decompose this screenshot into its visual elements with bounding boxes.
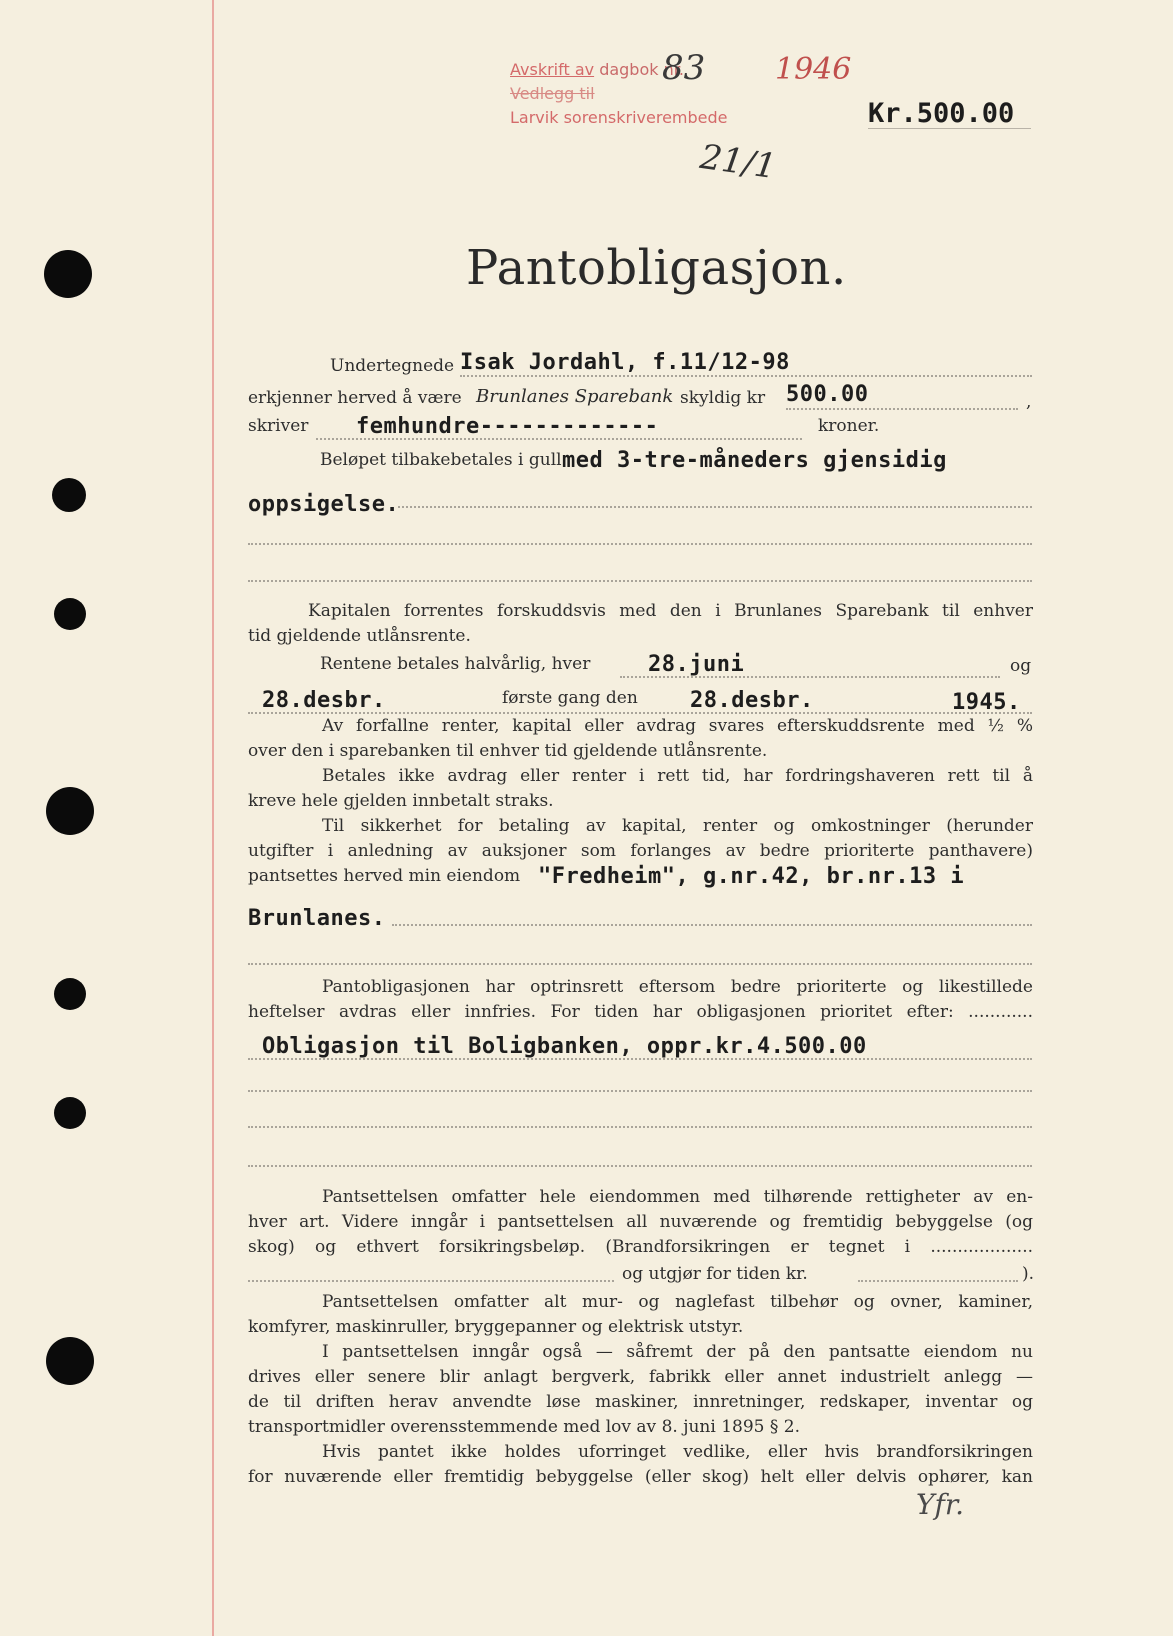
first-payment-date: 28.desbr. (690, 688, 814, 713)
utgjor-label: og utgjør for tiden kr. (622, 1264, 808, 1284)
undertegnede-label: Undertegnede (330, 356, 455, 376)
stamp-line1: Avskrift av dagbok nr. (510, 60, 684, 79)
punch-hole (46, 1337, 94, 1385)
stamp-line2: Vedlegg til (510, 84, 595, 103)
forste-label: første gang den (502, 688, 638, 708)
punch-hole (46, 787, 94, 835)
final-paragraph: Pantsettelsen omfatter alt mur- og naglefast tilbehør og ovner, kaminer, komfyrer, maskinruller, bryggepanner og elektrisk utstyr. I pantsettelsen inngår også — såfremt der på den pantsatte eiendom nu drives eller senere blir anlagt bergverk, fabrikk eller annet industrielt anlegg — de til driften herav anvendte løse maskiner, innretninger, redskaper, inventar og transportmidler overensstemmende med lov av 8. juni 1895 § 2. Hvis pantet ikke holdes uforringet vedlike, eller hvis brandforsikringen for nuværende eller fremtidig bebyggelse (eller skog) helt eller delvis ophører, kan (248, 1292, 1033, 1487)
stamp-line3: Larvik sorenskriverembede (510, 108, 728, 127)
dotted-line (786, 408, 1018, 410)
interest-date-2: 28.desbr. (262, 688, 386, 713)
priority-paragraph: Pantobligasjonen har optrinsrett eftersom bedre prioriterte og likestillede heftelser avdras eller innfries. For tiden har obligasjonen prioritet efter: ............ (248, 977, 1033, 1022)
dotted-line (868, 128, 1031, 129)
dotted-line (248, 1280, 614, 1282)
dotted-line (248, 1058, 1032, 1060)
dotted-line (398, 506, 1032, 508)
dotted-line (248, 1090, 1032, 1092)
closing-paragraph: Pantsettelsen omfatter hele eiendommen med tilhørende rettigheter av en- hver art. Videre inngår i pantsettelsen all nuværende og fremtidig bebyggelse (og skog) og ethvert forsikringsbeløp. (Brandforsikringen er tegnet i ................... (248, 1187, 1033, 1257)
dotted-line (248, 580, 1032, 582)
stamp-year: 1946 (775, 52, 852, 87)
skriver-label: skriver (248, 416, 309, 436)
margin-line (212, 0, 214, 1636)
dotted-line (858, 1280, 1018, 1282)
initials-signature: Yfr. (916, 1488, 965, 1521)
repay-label: Beløpet tilbakebetales i gull (320, 450, 562, 470)
erkjenner-label: erkjenner herved å være (248, 388, 462, 408)
dotted-line (316, 438, 802, 440)
property-value-2: Brunlanes. (248, 906, 386, 931)
interest-date-1: 28.juni (648, 652, 745, 677)
comma: , (1026, 392, 1032, 412)
dotted-line (620, 676, 1000, 678)
punch-hole (52, 478, 86, 512)
dagbok-number: 83 (662, 48, 706, 88)
date-note: 21/1 (697, 136, 779, 188)
punch-hole (44, 250, 92, 298)
priority-value: Obligasjon til Boligbanken, oppr.kr.4.500.00 (262, 1034, 867, 1059)
repay-terms-1: med 3-tre-måneders gjensidig (562, 448, 947, 473)
repay-terms-2: oppsigelse. (248, 492, 400, 517)
utgjor-end: ). (1022, 1264, 1035, 1284)
amount-value: 500.00 (786, 382, 869, 407)
first-payment-year: 1945. (952, 690, 1021, 715)
rentene-label: Rentene betales halvårlig, hver (320, 654, 591, 674)
interest-paragraph: Kapitalen forrentes forskuddsvis med den i Brunlanes Sparebank til enhver tid gjeldende utlånsrente. (248, 601, 1033, 646)
punch-hole (54, 598, 86, 630)
skyldig-label: skyldig kr (680, 388, 766, 408)
punch-hole (54, 1097, 86, 1129)
dotted-line (248, 963, 1032, 965)
property-value: "Fredheim", g.nr.42, br.nr.13 i (538, 864, 965, 889)
property-label: pantsettes herved min eiendom (248, 866, 521, 886)
amount-header: Kr.500.00 (868, 98, 1015, 129)
dotted-line (392, 924, 1032, 926)
amount-words: femhundre------------- (356, 414, 659, 439)
og-label: og (1010, 656, 1032, 676)
kroner-label: kroner. (818, 416, 880, 436)
punch-hole (54, 978, 86, 1010)
creditor-name: Brunlanes Sparebank (476, 386, 674, 407)
dotted-line (248, 1126, 1032, 1128)
terms-paragraph: Av forfallne renter, kapital eller avdrag svares efterskuddsrente med ½ % over den i sparebanken til enhver tid gjeldende utlånsrente. Betales ikke avdrag eller renter i rett tid, har fordringshaveren rett til å kreve hele gjelden innbetalt straks. Til sikkerhet for betaling av kapital, renter og omkostninger (herunder utgifter i anledning av auksjoner som forlanges av bedre prioriterte panthavere) (248, 716, 1033, 861)
debtor-name: Isak Jordahl, f.11/12-98 (460, 350, 790, 375)
page-title: Pantobligasjon. (466, 240, 847, 296)
dotted-line (248, 543, 1032, 545)
dotted-line (248, 1165, 1032, 1167)
dotted-line (460, 375, 1032, 377)
